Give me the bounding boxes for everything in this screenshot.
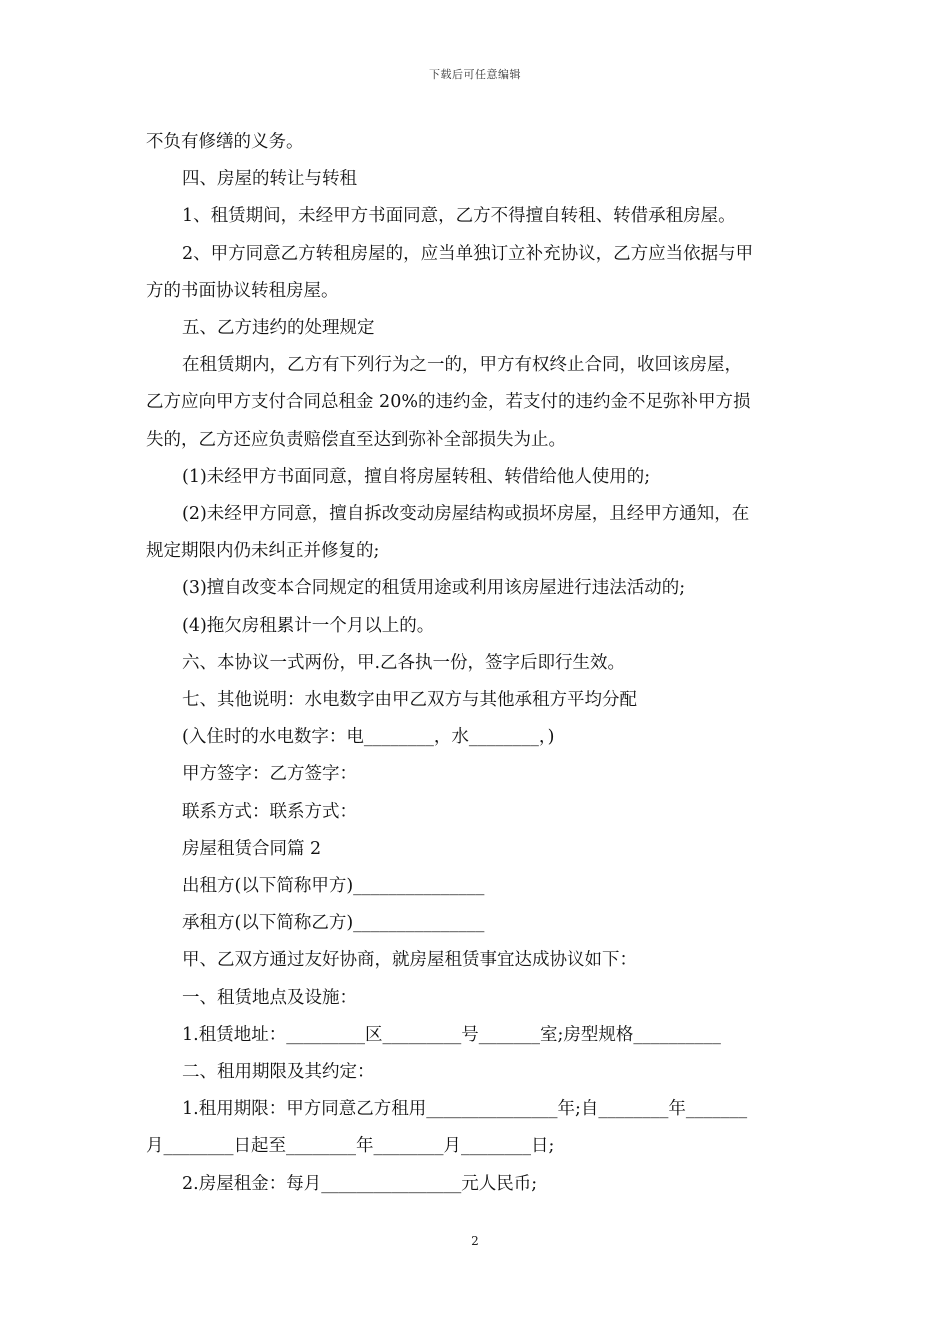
paragraph-line: 规定期限内仍未纠正并修复的; bbox=[146, 541, 380, 562]
paragraph-line: (2)未经甲方同意，擅自拆改变动房屋结构或损坏房屋，且经甲方通知，在 bbox=[182, 504, 750, 525]
document-body bbox=[146, 124, 811, 1203]
paragraph-line: 甲、乙双方通过友好协商，就房屋租赁事宜达成协议如下： bbox=[182, 950, 637, 971]
paragraph-line: 出租方(以下简称甲方)_______________ bbox=[182, 876, 485, 897]
paragraph-line: 2、甲方同意乙方转租房屋的，应当单独订立补充协议，乙方应当依据与甲 bbox=[182, 243, 754, 264]
paragraph-line: 乙方应向甲方支付合同总租金 20%的违约金，若支付的违约金不足弥补甲方损 bbox=[146, 392, 751, 413]
paragraph-line: (3)擅自改变本合同规定的租赁用途或利用该房屋进行违法活动的; bbox=[182, 578, 686, 599]
paragraph-line: (4)拖欠房租累计一个月以上的。 bbox=[182, 615, 435, 636]
paragraph-line: 1.租赁地址：_________区_________号_______室;房型规格__________ bbox=[182, 1024, 721, 1045]
paragraph-line: 联系方式：联系方式： bbox=[182, 801, 357, 822]
paragraph-line: 甲方签字：乙方签字： bbox=[182, 764, 357, 785]
paragraph-line: 六、本协议一式两份，甲.乙各执一份，签字后即行生效。 bbox=[182, 652, 626, 673]
paragraph-line: 四、房屋的转让与转租 bbox=[182, 169, 357, 190]
paragraph-line: 不负有修缮的义务。 bbox=[146, 132, 304, 152]
paragraph-line: 1、租赁期间，未经甲方书面同意，乙方不得擅自转租、转借承租房屋。 bbox=[182, 206, 736, 227]
paragraph-line: (1)未经甲方书面同意，擅自将房屋转租、转借给他人使用的; bbox=[182, 466, 651, 487]
paragraph-line: 房屋租赁合同篇 2 bbox=[182, 838, 322, 859]
paragraph-line: (入住时的水电数字：电________，水________，) bbox=[182, 727, 555, 748]
paragraph-line: 五、乙方违约的处理规定 bbox=[182, 318, 375, 339]
paragraph-line: 七、其他说明：水电数字由甲乙双方与其他承租方平均分配 bbox=[182, 690, 637, 711]
paragraph-line: 1.租用期限：甲方同意乙方租用_______________年;自________年_______ bbox=[182, 1099, 748, 1120]
paragraph-line: 在租赁期内，乙方有下列行为之一的，甲方有权终止合同，收回该房屋， bbox=[182, 355, 742, 376]
paragraph-line: 二、租用期限及其约定： bbox=[182, 1062, 375, 1083]
paragraph-line: 一、租赁地点及设施： bbox=[182, 987, 357, 1008]
paragraph-line: 月________日起至________年________月________日; bbox=[146, 1136, 555, 1157]
paragraph-line: 2.房屋租金：每月________________元人民币; bbox=[182, 1173, 538, 1194]
paragraph-line: 方的书面协议转租房屋。 bbox=[146, 280, 339, 301]
page-number: 2 bbox=[471, 1234, 479, 1248]
paragraph-line: 失的，乙方还应负责赔偿直至达到弥补全部损失为止。 bbox=[146, 429, 566, 450]
paragraph-line: 承租方(以下简称乙方)_______________ bbox=[182, 913, 485, 934]
page-header: 下载后可任意编辑 bbox=[429, 68, 521, 81]
